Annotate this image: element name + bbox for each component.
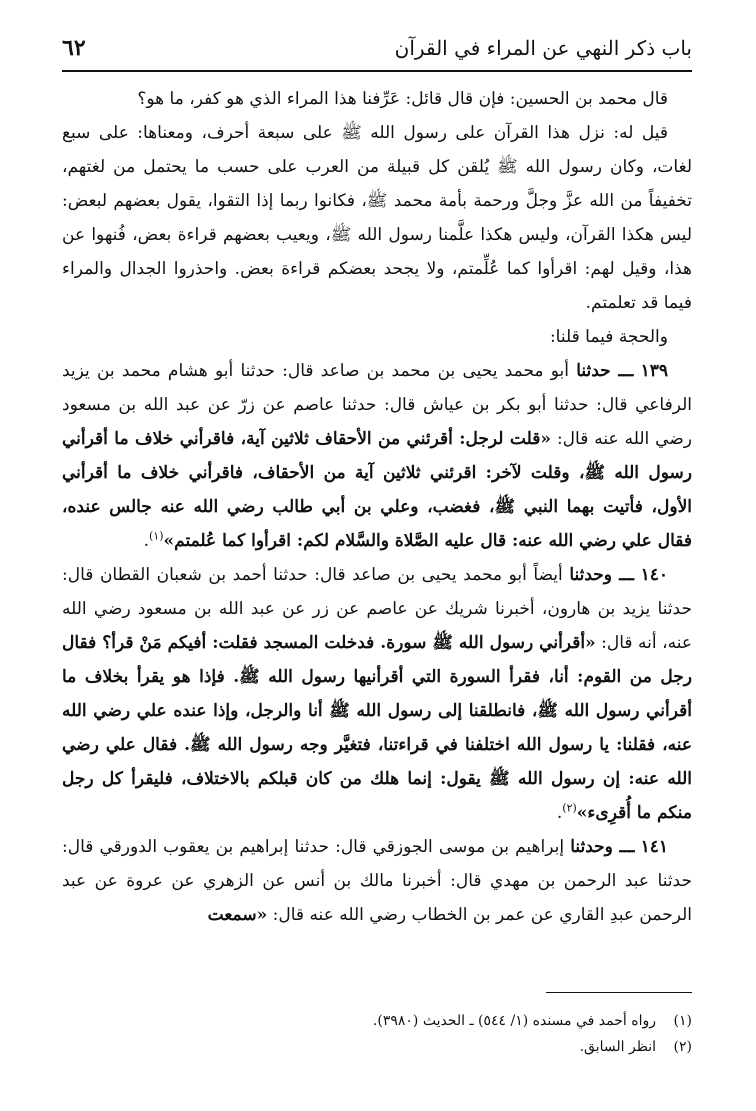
main-text (62, 82, 692, 932)
hadith-isnad: أبو محمد يحيى بن محمد بن صاعد قال: حدثنا أبو هشام محمد بن يزيد الرفاعي قال: حدثنا أبو بكر بن عياش قال: حدثنا عاصم عن زرّ عن عبد الله بن مسعود رضي الله عنه قال: (62, 361, 692, 449)
footnote-item (62, 1034, 692, 1060)
hadith-matn: «قلت لرجل: أقرئني من الأحقاف ثلاثين آية، فاقرأني خلاف ما أقرأني رسول الله ﷺ، وقلت لآخر: اقرئني ثلاثين آية من الأحقاف، فاقرأني خلاف ما أقرأني الأول، فأتيت بهما النبي ﷺ، فغضب، وعلي بن أبي طالب رضي الله عنه جالس عنده، فقال علي رضي الله عنه: قال عليه الصَّلاة والسَّلام لكم: اقرأوا كما عُلمتم» (62, 429, 692, 551)
footnote-number: (٢) (673, 1039, 692, 1055)
paragraph-proof-intro: والحجة فيما قلنا: (549, 327, 668, 347)
hadith-number: ١٤٠ (640, 565, 668, 585)
hadith-141 (62, 830, 692, 932)
hadith-number: ١٤١ (640, 837, 668, 857)
hadith-number: ١٣٩ (640, 361, 669, 381)
page-number: ٦٢ (62, 35, 86, 61)
hadith-isnad: إبراهيم بن موسى الجوزقي قال: حدثنا إبراهيم بن يعقوب الدورقي قال: حدثنا عبد الرحمن بن مهدي قال: أخبرنا مالك بن أنس عن الزهري عن عروة عن عبد الرحمن عبدِ القاري عن عمر بن الخطاب رضي الله عنه قال: (62, 837, 692, 925)
footnotes (62, 1008, 692, 1060)
paragraph-question: قال محمد بن الحسين: فإن قال قائل: عَرِّفنا هذا المراء الذي هو كفر، ما هو؟ (137, 89, 668, 109)
footnote-number: (١) (673, 1013, 692, 1029)
hadith-139: ١٣٩ ـــ حدثنا أبو محمد يحيى بن محمد بن صاعد قال: حدثنا أبو هشام محمد بن يزيد الرفاعي قال: حدثنا أبو بكر بن عياش قال: حدثنا عاصم عن زرّ عن عبد الله بن مسعود رضي الله عنه قال: «قلت لرجل: أقرئني من الأحقاف ثلاثين آية، فاقرأني خلاف ما أقرأني رسول الله ﷺ، وقلت لآخر: اقرئني ثلاثين آية من الأحقاف، فاقرأني خلاف ما أقرأني الأول، فأتيت بهما النبي ﷺ، فغضب، وعلي بن أبي طالب رضي الله عنه جالس عنده، فقال علي رضي الله عنه: قال عليه الصَّلاة والسَّلام لكم: اقرأوا كما عُلمتم»$^{(١)}$. (62, 361, 692, 551)
hadith-keyword: ـــ حدثنا (576, 361, 634, 381)
hadith-keyword: ـــ وحدثنا (570, 837, 635, 857)
hadith-isnad: أيضاً أبو محمد يحيى بن صاعد قال: حدثنا أحمد بن شعبان القطان قال: حدثنا يزيد بن هارون، أخبرنا شريك عن عاصم عن زر عن عبد الله بن مسعود رضي الله عنه، أنه قال: (62, 565, 692, 653)
footnote-divider (546, 992, 692, 993)
footnote-text: انظر السابق. (579, 1039, 656, 1055)
hadith-matn: «أقرأني رسول الله ﷺ سورة. فدخلت المسجد فقلت: أفيكم مَنْ قرأ؟ فقال رجل من القوم: أنا، فقرأ السورة التي أقرأنيها رسول الله ﷺ. فإذا هو يقرأ بخلاف ما أقرأني رسول الله ﷺ، فانطلقنا إلى رسول الله ﷺ أنا والرجل، وإذا عنده علي رضي الله عنه، فقلنا: يا رسول الله اختلفنا في قراءتنا، فتغيَّر وجه رسول الله ﷺ. فقال علي رضي الله عنه: إن رسول الله ﷺ يقول: إنما هلك من كان قبلكم بالاختلاف، فليقرأ كل رجل منكم ما أُقرِىء» (62, 633, 692, 823)
footnote-item (62, 1008, 692, 1034)
chapter-title: باب ذكر النهي عن المراء في القرآن (394, 36, 692, 60)
footnote-text: رواه أحمد في مسنده (١/ ٥٤٤) ـ الحديث (٣٩٨٠). (372, 1013, 656, 1029)
paragraph-answer: قيل له: نزل هذا القرآن على رسول الله ﷺ على سبعة أحرف، ومعناها: على سبع لغات، وكان رسول الله ﷺ يُلقن كل قبيلة من العرب على حسب ما يحتمل من لغتهم، تخفيفاً من الله عزَّ وجلَّ ورحمة بأمة محمد ﷺ، فكانوا ربما إذا التقوا، يقول بعضهم لبعض: ليس هكذا القرآن، وليس هكذا علَّمنا رسول الله ﷺ، ويعيب بعضهم قراءة بعض، فُنهوا عن هذا، وقيل لهم: اقرأوا كما عُلِّمتم، ولا يجحد بعضكم قراءة بعض. واحذروا الجدال والمراء فيما قد تعلمتم. (62, 123, 692, 313)
hadith-matn: «سمعت (207, 905, 268, 925)
hadith-140: ١٤٠ ـــ وحدثنا أيضاً أبو محمد يحيى بن صاعد قال: حدثنا أحمد بن شعبان القطان قال: حدثنا يزيد بن هارون، أخبرنا شريك عن عاصم عن زر عن عبد الله بن مسعود رضي الله عنه، أنه قال: «أقرأني رسول الله ﷺ سورة. فدخلت المسجد فقلت: أفيكم مَنْ قرأ؟ فقال رجل من القوم: أنا، فقرأ السورة التي أقرأنيها رسول الله ﷺ. فإذا هو يقرأ بخلاف ما أقرأني رسول الله ﷺ، فانطلقنا إلى رسول الله ﷺ أنا والرجل، وإذا عنده علي رضي الله عنه، فقلنا: يا رسول الله اختلفنا في قراءتنا، فتغيَّر وجه رسول الله ﷺ. فقال علي رضي الله عنه: إن رسول الله ﷺ يقول: إنما هلك من كان قبلكم بالاختلاف، فليقرأ كل رجل منكم ما أُقرِىء»$^{(٢)}$. (62, 565, 692, 823)
footnote-ref: (١) (149, 529, 164, 543)
footnote-ref: (٢) (562, 801, 577, 815)
hadith-keyword: ـــ وحدثنا (569, 565, 635, 585)
running-header (62, 26, 692, 72)
